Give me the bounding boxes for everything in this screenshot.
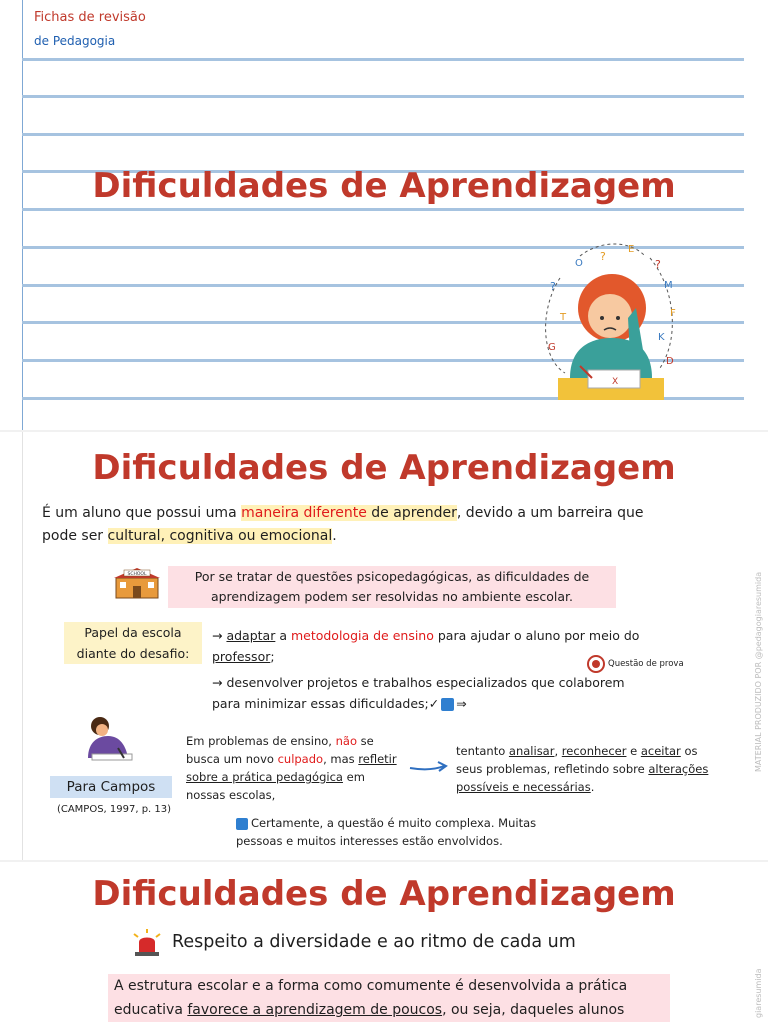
estrutura-text: A estrutura escolar e a forma como comumente é desenvolvida a prática educativa [114,978,628,1018]
alteracoes-underlined: alterações possíveis e necessárias [456,762,709,794]
letter-x: X [612,377,619,387]
side-watermark: giaresumida [754,968,763,1018]
target-icon [586,654,606,674]
arrow-text: para ajudar o aluno por meio do [433,628,640,643]
cover-page [0,0,768,432]
para-campos-label: Para Campos [50,776,172,798]
tentanto-text: e [626,744,641,758]
certamente-paragraph [236,814,556,850]
favorece-underlined: favorece a aprendizagem de poucos [187,1002,443,1018]
arrow-right-icon [408,760,450,774]
school-icon [112,566,162,600]
person-writing-icon [78,714,138,766]
ruled-line [22,208,744,211]
problemas-text: , mas [323,752,359,766]
papel-da-escola-box: Papel da escola diante do desafio: [64,622,202,664]
culpado-highlight: culpado [277,752,324,766]
intro-text: . [332,528,337,544]
brand-line-1: Fichas de revisão [34,10,146,25]
g-badge-icon [441,698,454,711]
g-badge-icon [236,818,248,830]
section-subtitle: Respeito a diversidade e ao ritmo de cada um [172,932,576,952]
page-title: Dificuldades de Aprendizagem [92,448,676,488]
problemas-text: Em problemas de ensino, [186,734,336,748]
reconhecer-underlined: reconhecer [561,744,627,758]
intro-paragraph [42,502,682,548]
tentanto-text: . [590,780,595,794]
certamente-text: Certamente, a questão é muito complexa. Muitas pessoas e muitos interesses estão envolvidos. [236,816,537,848]
refletir-underlined: refletir sobre a prática pedagógica [186,752,397,784]
intro-text: , devido a um barreira que [456,505,644,521]
siren-icon [130,928,164,958]
arrow-text: → desenvolver projetos e trabalhos especializados que colaborem para minimizar essas dificuldades;✓ [212,675,625,711]
side-watermark: MATERIAL PRODUZIDO POR @pedagogiaresumida [754,571,763,772]
estrutura-paragraph [108,974,670,1022]
ruled-line [22,58,744,61]
arrow-point-projetos [212,672,652,714]
letter-q1: ? [600,250,606,263]
estrutura-text: , ou seja, daqueles alunos [442,1002,625,1018]
school-sign-text: SCHOOL [127,572,147,577]
metodologia-highlight: metodologia de ensino [290,628,434,643]
school-note: Por se tratar de questões psicopedagógicas, as dificuldades de aprendizagem podem ser resolvidas no ambiente escolar. [168,566,616,608]
ruled-line [22,95,744,98]
content-page-3 [0,862,768,1024]
letter-q2: ? [655,258,661,271]
cover-title: Dificuldades de Aprendizagem [92,166,676,206]
nao-highlight: não [335,734,357,748]
problemas-text: se busca um novo [186,734,374,766]
adaptar-underlined: adaptar [226,628,276,643]
analisar-underlined: analisar [508,744,555,758]
professor-underlined: professor [212,649,271,664]
tentanto-text: , [554,744,562,758]
letter-t: T [560,312,567,323]
ruled-line [22,133,744,136]
letter-e: E [628,244,635,255]
aceitar-underlined: aceitar [640,744,681,758]
arrow-text: → [212,628,227,643]
brand-line-2: de Pedagogia [34,34,116,48]
letter-o: O [575,258,583,269]
margin-line [22,432,23,862]
letter-g: G [548,342,556,353]
page-title: Dificuldades de Aprendizagem [92,874,676,914]
thinking-student-illustration [540,238,680,408]
intro-highlight-barreiras: cultural, cognitiva ou emocional [107,528,333,544]
citation: (CAMPOS, 1997, p. 13) [56,804,172,815]
tentanto-paragraph [456,742,716,796]
problemas-paragraph [186,732,406,804]
tentanto-text: tentanto [456,744,509,758]
intro-text: pode ser [42,528,108,544]
intro-highlight-aprender: de aprender [366,505,457,521]
problemas-text: em nossas escolas, [186,770,365,802]
intro-highlight-maneira: maneira diferente [241,505,367,521]
letter-k: K [658,332,665,343]
arrow-text: ; [270,649,275,664]
arrow-text: a [275,628,291,643]
letter-m: M [664,280,673,291]
intro-text: É um aluno que possui uma [42,505,242,521]
arrow-text: ⇒ [456,696,467,711]
margin-line [22,0,23,432]
letter-f: F [670,308,676,319]
content-page-2 [0,432,768,862]
letter-d: D [666,356,674,367]
letter-q3: ? [550,280,556,293]
tentanto-text: os seus problemas, refletindo sobre [456,744,698,776]
questao-de-prova-label: Questão de prova [608,659,684,669]
